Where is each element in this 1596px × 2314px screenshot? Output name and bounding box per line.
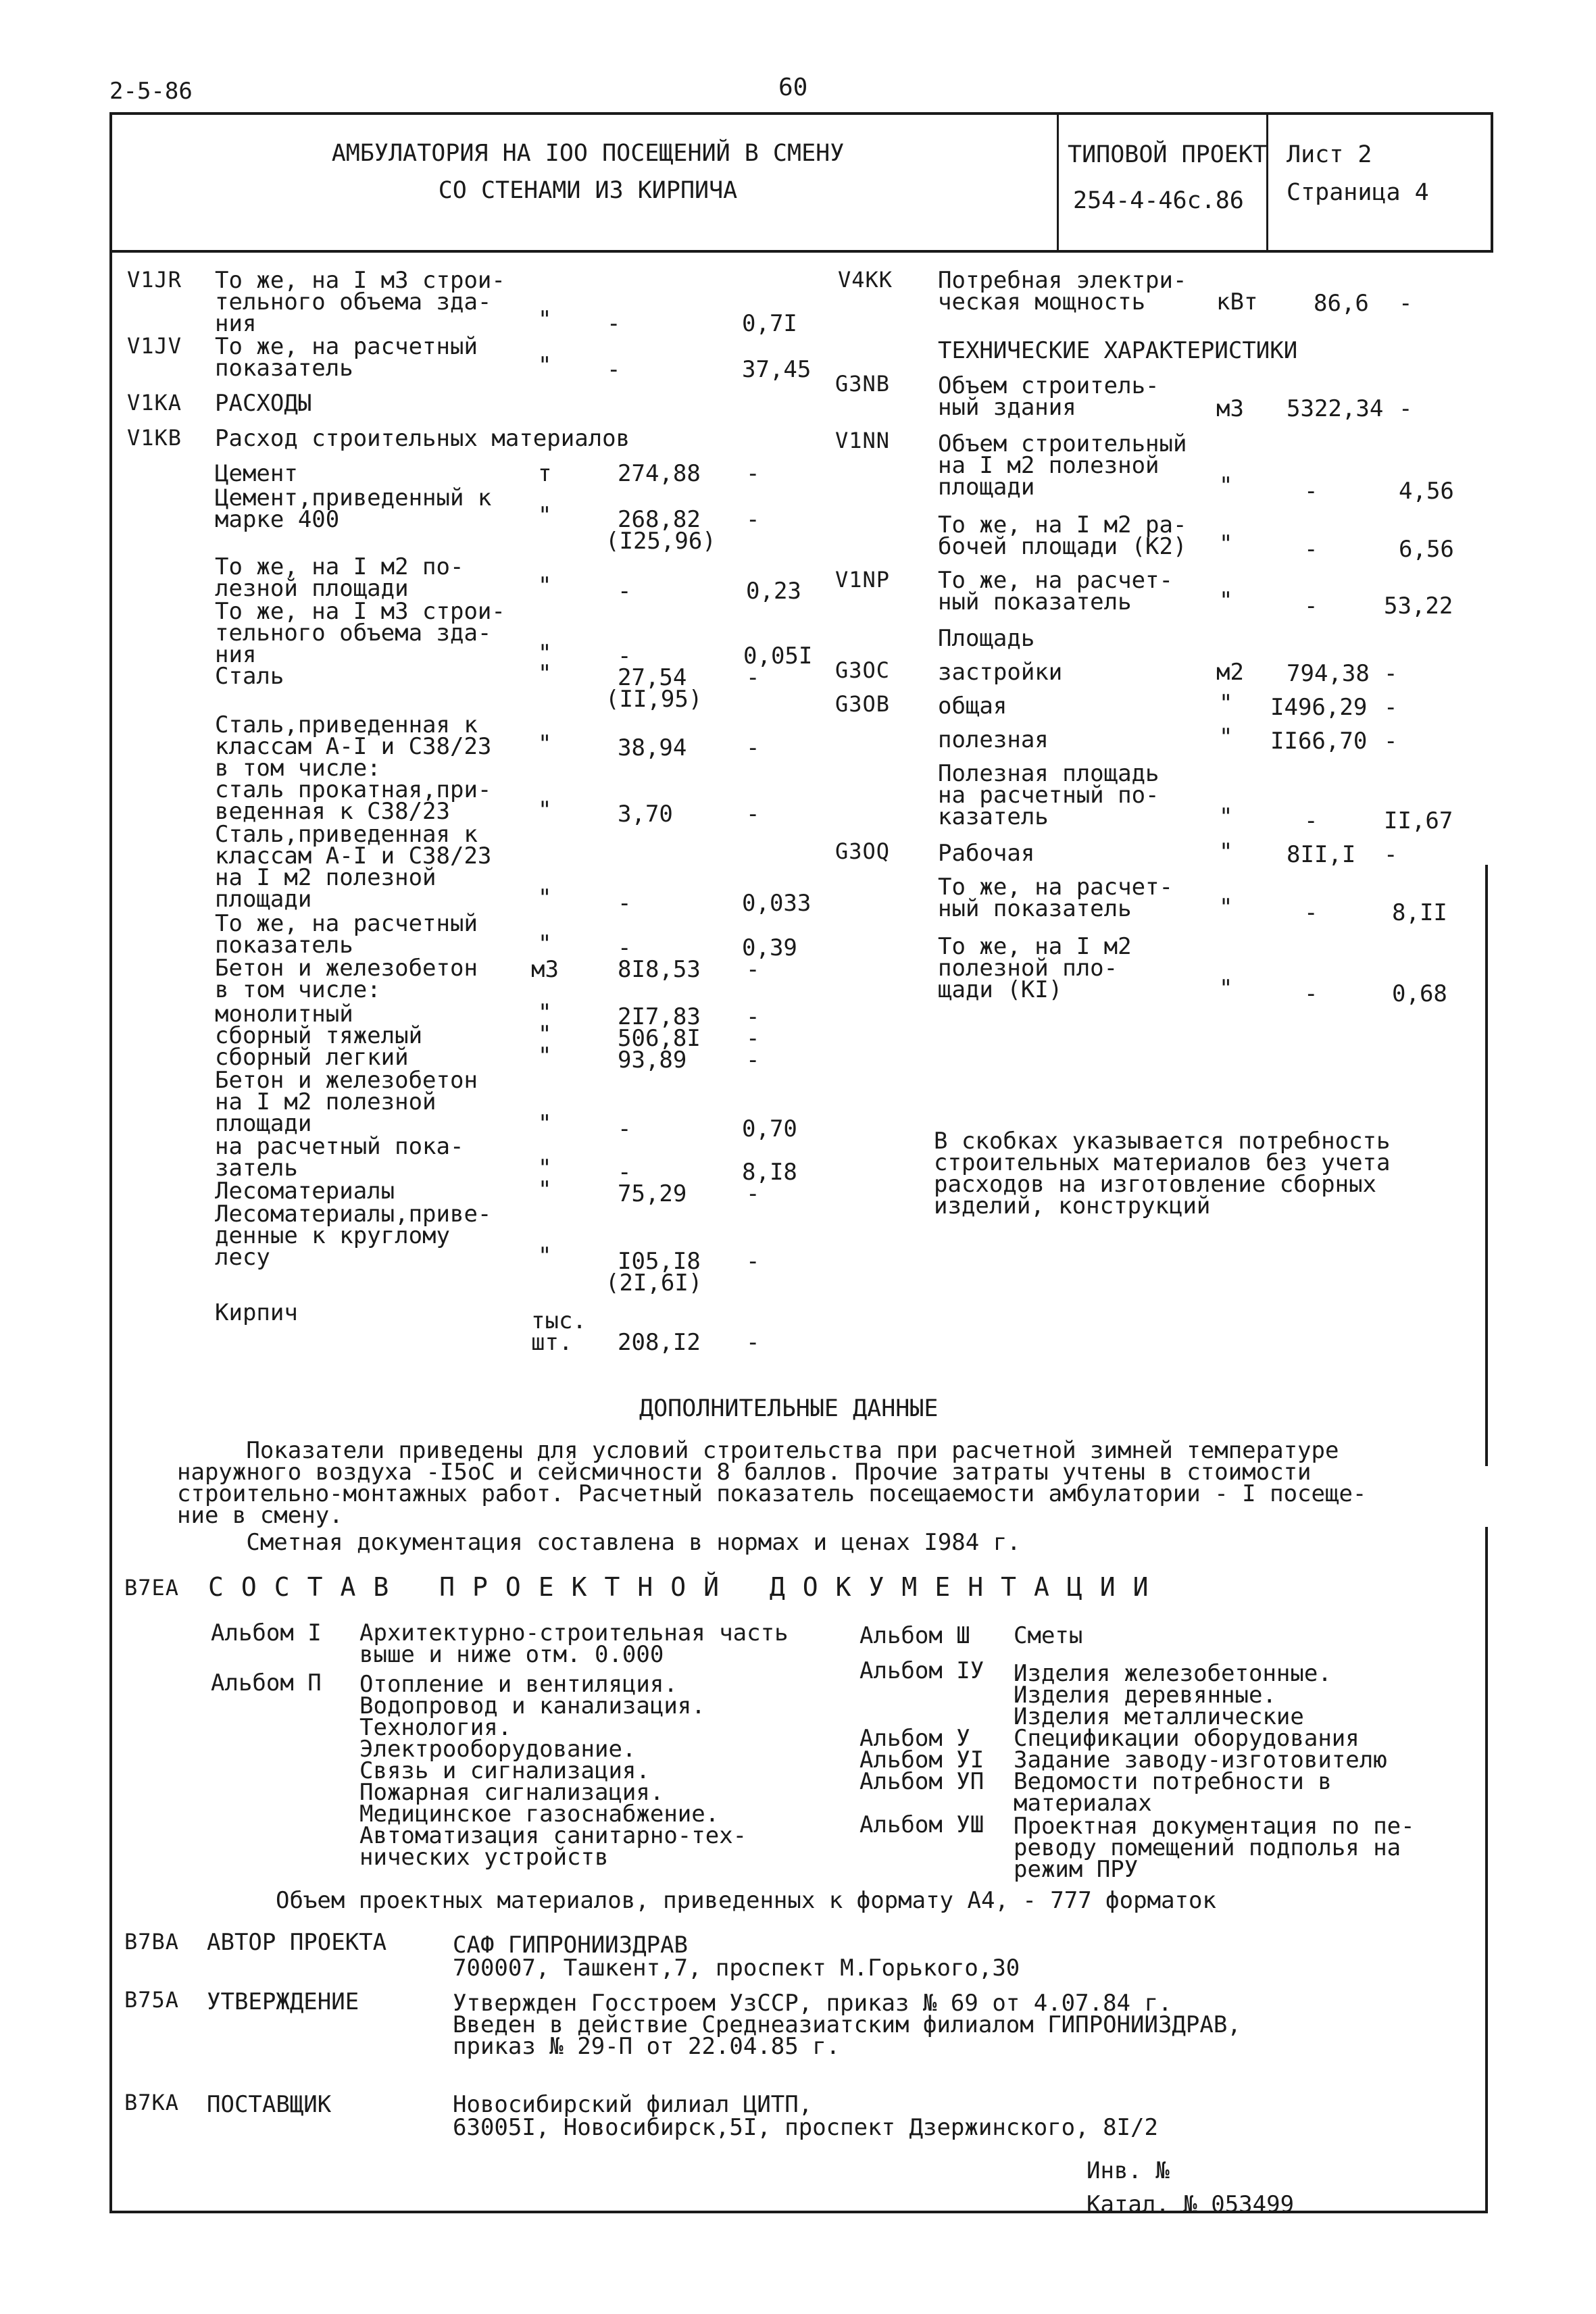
row-value: - [618,1115,632,1142]
additional-line: строительно-монтажных работ. Расчетный показатель посещаемости амбулатории - I посеще- [177,1480,1367,1507]
row-label: застройки [938,659,1063,686]
row-value: - [618,890,632,917]
row-label: лезной площади [215,575,409,602]
row-unit: м2 [1216,659,1244,686]
section-label: Расход строительных материалов [215,425,630,452]
footer-label: АВТОР ПРОЕКТА [207,1929,387,1956]
row-value-specific: 0,7I [742,310,797,337]
row-label: общая [938,693,1007,720]
row-unit: " [538,660,552,687]
footer-line: приказ № 29-П от 22.04.85 г. [453,2033,841,2060]
row-value: - [618,578,632,605]
row-label: То же, на I м2 по- [215,553,464,580]
album-label: Альбом УI [859,1746,984,1774]
row-unit: м3 [1216,395,1244,422]
row-label: То же, на I м3 строи- [215,267,505,294]
album-item: Спецификации оборудования [1014,1725,1360,1752]
album-item: Архитектурно-строительная часть [359,1619,789,1646]
row-label: тельного объема зда- [215,620,492,647]
footer-line: Утвержден Госстроем УзССР, приказ № 69 от 4.07.84 г. [453,1990,1172,2017]
album-label: Альбом УШ [859,1811,984,1838]
row-label: То же, на расчетный [215,910,478,937]
album-item: Автоматизация санитарно-тех- [359,1822,747,1849]
album-item: Сметы [1014,1622,1083,1649]
row-label: Цемент,приведенный к [215,484,492,511]
row-value: - [618,934,632,961]
row-label: в том числе: [215,976,381,1003]
album-item: Водопровод и канализация. [359,1692,705,1719]
project-number: 254-4-46с.86 [1073,187,1244,214]
footer-line: Введен в действие Среднеазиатским филиалом ГИПРОНИИЗДРАВ, [453,2011,1241,2038]
row-value: 8II,I [1287,841,1356,868]
row-label: показатель [215,355,353,382]
row-label: лесу [215,1244,270,1271]
row-label: Полезная площадь [938,760,1159,787]
row-label: сборный легкий [215,1044,409,1071]
row-value: 93,89 [618,1047,687,1074]
row-label: ный показатель [938,588,1132,615]
row-label: сталь прокатная,при- [215,776,492,803]
row-label: на расчетный пока- [215,1133,464,1160]
note-line: изделий, конструкций [934,1192,1211,1219]
row-value-specific: - [746,460,760,487]
row-label: Бетон и железобетон [215,1067,478,1094]
row-value-specific: 8,II [1392,899,1447,926]
row-unit: " [1219,724,1233,751]
row-code: V1NP [835,567,891,593]
row-label: ния [215,310,257,337]
row-value: 208,I2 [618,1329,701,1356]
album-item: Электрооборудование. [359,1736,637,1763]
album-item: Изделия железобетонные. [1014,1660,1332,1687]
row-value: 5322,34 [1287,395,1384,422]
row-value: - [1304,536,1318,563]
row-value-specific: - [746,1025,760,1052]
row-unit: " [538,1042,552,1070]
row-label: площади [215,1110,312,1137]
title-divider-2 [1266,112,1268,250]
row-label: Сталь,приведенная к [215,821,478,848]
row-unit: " [1219,894,1233,921]
row-value: - [1304,478,1318,505]
row-unit: " [538,930,552,957]
album-item: Изделия металлические [1014,1703,1304,1730]
row-value-specific: - [1384,660,1398,687]
album-item: Ведомости потребности в [1014,1768,1332,1795]
row-unit: " [538,797,552,824]
row-value: 506,8I [618,1025,701,1052]
row-value: 794,38 [1287,660,1370,687]
row-label: Лесоматериалы,приве- [215,1201,492,1228]
row-unit: " [538,1242,552,1269]
row-unit: " [538,572,552,599]
row-unit: м3 [531,956,559,983]
row-value-specific: 0,39 [742,934,797,961]
composition-title: СОСТАВ ПРОЕКТНОЙ ДОКУМЕНТАЦИИ [208,1572,1166,1602]
row-label: на расчетный по- [938,782,1159,809]
row-value-specific: - [746,506,760,533]
row-unit: " [538,640,552,667]
row-value: - [607,310,621,337]
row-label: на I м2 полезной [215,1088,437,1115]
row-unit: " [1219,530,1233,557]
additional-line: Сметная документация составлена в нормах и ценах I984 г. [177,1529,1021,1556]
row-label: ный здания [938,394,1076,421]
footer-label: УТВЕРЖДЕНИЕ [207,1988,359,2015]
row-unit: " [538,1176,552,1203]
row-value-alt: (2I,6I) [605,1269,703,1297]
album-label: Альбом УП [859,1768,984,1795]
row-unit: тыс. [531,1307,587,1334]
row-label: Объем строительный [938,430,1187,457]
frame-left [109,247,112,2212]
album-label: Альбом I [211,1619,322,1646]
row-value: 38,94 [618,734,687,761]
row-value-specific: - [746,664,760,691]
catalog-number: Катал. № 053499 [1087,2191,1295,2218]
row-code: G3OC [835,657,891,683]
row-label: Объем строитель- [938,372,1159,399]
row-label: тельного объема зда- [215,288,492,316]
row-value-alt: (I25,96) [605,528,716,555]
row-label: То же, на расчетный [215,333,478,360]
note-line: строительных материалов без учета [934,1149,1391,1176]
row-value: I496,29 [1270,694,1368,721]
row-label: казатель [938,803,1049,830]
title-divider-1 [1057,112,1059,250]
row-unit: " [538,999,552,1026]
album-label: Альбом П [211,1669,322,1696]
row-label: Цемент [215,460,298,487]
page-label: Страница 4 [1287,179,1429,206]
row-value-specific: 8,I8 [742,1159,797,1186]
row-label: площади [215,886,312,913]
row-label: монолитный [215,1001,353,1028]
row-unit: " [538,1155,552,1182]
footer-code: B7BA [124,1929,180,1955]
row-label: Потребная электри- [938,267,1187,294]
row-unit: " [1219,803,1233,830]
row-label: То же, на I м2 ра- [938,511,1187,538]
row-label: бочей площади (К2) [938,533,1187,560]
album-item: режим ПРУ [1014,1856,1139,1883]
row-unit: " [1219,587,1233,614]
row-value: - [607,356,621,383]
album-item: нических устройств [359,1844,609,1871]
album-item: Связь и сигнализация. [359,1757,650,1784]
row-code: V1NN [835,428,891,453]
note-line: В скобках указывается потребность [934,1128,1391,1155]
row-label: показатель [215,932,353,959]
row-code: G3OB [835,691,891,717]
footer-line: САФ ГИПРОНИИЗДРАВ [453,1932,688,1959]
row-code: V1JV [127,333,182,359]
row-value-specific: 0,23 [746,578,801,605]
album-item: Задание заводу-изготовителю [1014,1746,1387,1774]
row-value: 2I7,83 [618,1003,701,1030]
row-value-specific: II,67 [1384,807,1453,834]
additional-title: ДОПОЛНИТЕЛЬНЫЕ ДАННЫЕ [639,1395,939,1422]
additional-line: Показатели приведены для условий строительства при расчетной зимней температуре [177,1437,1339,1464]
row-value-specific: - [746,734,760,761]
row-label: То же, на расчет- [938,567,1173,594]
row-unit: " [538,502,552,529]
row-value: - [1304,899,1318,926]
row-value: I05,I8 [618,1248,701,1275]
row-value: 27,54 [618,664,687,691]
row-label: в том числе: [215,755,381,782]
row-unit: " [1219,975,1233,1002]
row-value-specific: 53,22 [1384,593,1453,620]
row-value-specific: - [746,1047,760,1074]
row-value: 86,6 [1314,290,1369,317]
row-label: ный показатель [938,895,1132,922]
sheet-label: Лист 2 [1287,141,1372,168]
page-number: 60 [778,74,808,101]
row-value: 274,88 [618,460,701,487]
row-label: щади (КI) [938,976,1063,1003]
row-value: 268,82 [618,506,701,533]
row-label: классам А-I и С38/23 [215,842,492,870]
row-value-specific: - [746,1329,760,1356]
footer-code: B75A [124,1987,180,2013]
row-label: на I м2 полезной [215,864,437,891]
row-unit: " [538,352,552,379]
row-label: То же, на I м3 строи- [215,598,505,625]
row-value-specific: 0,033 [742,890,812,917]
footer-line: 700007, Ташкент,7, проспект М.Горького,30 [453,1955,1020,1982]
row-unit: " [1219,472,1233,499]
inventory-number: Инв. № [1087,2157,1170,2184]
row-unit: " [538,730,552,757]
section-label: Площадь [938,625,1035,652]
project-label: ТИПОВОЙ ПРОЕКТ [1068,141,1268,168]
album-item: выше и ниже отм. 0.000 [359,1641,664,1668]
row-code: G3NB [835,371,891,397]
row-label: площади [938,474,1035,501]
row-value-specific: - [746,956,760,983]
album-item: реводу помещений подполья на [1014,1834,1401,1861]
document-code: 2-5-86 [109,78,193,105]
row-value-specific: 37,45 [742,356,812,383]
row-label: Лесоматериалы [215,1178,395,1205]
album-item: Изделия деревянные. [1014,1682,1276,1709]
row-value-specific: - [746,1003,760,1030]
row-value: - [1304,593,1318,620]
row-value-specific: - [1384,694,1398,721]
additional-line: наружного воздуха -I5оС и сейсмичности 8 баллов. Прочие затраты учтены в стоимости [177,1459,1312,1486]
album-label: Альбом Ш [859,1622,970,1649]
row-value: 3,70 [618,801,673,828]
row-unit: " [538,306,552,333]
row-label: классам А-I и С38/23 [215,733,492,760]
row-value-specific: - [1399,290,1413,317]
section-label: РАСХОДЫ [215,390,312,417]
album-item: материалах [1014,1790,1152,1817]
row-label: денные к круглому [215,1222,450,1249]
row-value: 8I8,53 [618,956,701,983]
note-line: расходов на изготовление сборных [934,1171,1377,1198]
album-label: Альбом IУ [859,1657,984,1684]
title-line-1: АМБУЛАТОРИЯ НА IОО ПОСЕЩЕНИЙ В СМЕНУ [331,140,845,167]
footer-line: 63005I, Новосибирск,5I, проспект Дзержинского, 8I/2 [453,2114,1158,2141]
row-value: - [1304,807,1318,834]
title-line-2: СО СТЕНАМИ ИЗ КИРПИЧА [438,177,738,204]
row-value-specific: 4,56 [1399,478,1454,505]
row-code: V1KA [127,390,182,416]
row-unit: " [538,1021,552,1048]
frame-right-mark-2 [1485,1527,1488,2211]
row-value-specific: - [1384,841,1398,868]
album-label: Альбом У [859,1725,970,1752]
album-item: Отопление и вентиляция. [359,1671,678,1698]
frame-right-mark-1 [1485,865,1488,1466]
footer-code: B7KA [124,2090,180,2115]
row-label: веденная к С38/23 [215,798,450,825]
row-value: 75,29 [618,1180,687,1207]
row-unit: кВт [1216,288,1258,316]
row-label: затель [215,1155,298,1182]
composition-code: B7EA [124,1575,180,1601]
album-item: Проектная документация по пе- [1014,1813,1415,1840]
row-code: V4KK [838,267,893,293]
additional-line: ние в смену. [177,1502,343,1529]
row-label: То же, на I м2 [938,933,1132,960]
row-value-specific: - [746,1180,760,1207]
row-unit: " [538,884,552,911]
row-value: - [618,643,632,670]
row-value-specific: - [746,1248,760,1275]
row-label: То же, на расчет- [938,874,1173,901]
row-label: ческая мощность [938,288,1146,316]
volume-line: Объем проектных материалов, приведенных к формату А4, - 777 форматок [276,1887,1216,1914]
row-value-specific: - [1384,728,1398,755]
row-label: Бетон и железобетон [215,955,478,982]
row-value-specific: 0,68 [1392,980,1447,1007]
album-item: Технология. [359,1714,512,1741]
album-item: Медицинское газоснабжение. [359,1801,720,1828]
row-value-alt: (II,95) [605,686,703,713]
row-code: G3OQ [835,838,891,864]
row-value: - [1304,980,1318,1007]
footer-label: ПОСТАВЩИК [207,2091,332,2118]
row-value-specific: - [746,801,760,828]
row-label: Сталь,приведенная к [215,711,478,738]
row-value-specific: - [1399,395,1413,422]
row-label: ния [215,641,257,668]
row-unit: " [538,1110,552,1137]
row-value-specific: 0,70 [742,1115,797,1142]
footer-line: Новосибирский филиал ЦИТП, [453,2091,813,2118]
row-unit: т [538,460,552,487]
row-label: полезная [938,726,1049,753]
row-value: - [618,1159,632,1186]
row-unit: " [1219,690,1233,717]
row-code: V1KB [127,425,182,451]
row-code: V1JR [127,267,182,293]
row-label: Кирпич [215,1299,298,1326]
row-label: Рабочая [938,840,1035,867]
row-label: на I м2 полезной [938,452,1159,479]
row-label: сборный тяжелый [215,1022,423,1049]
row-unit: " [1219,838,1233,865]
row-unit-2: шт. [531,1329,573,1356]
row-value: II66,70 [1270,728,1368,755]
row-label: Сталь [215,663,284,690]
row-label: марке 400 [215,506,340,533]
row-label: полезной пло- [938,955,1118,982]
album-item: Пожарная сигнализация. [359,1779,664,1806]
row-value-specific: 6,56 [1399,536,1454,563]
row-value-specific: 0,05I [743,643,813,670]
section-label: ТЕХНИЧЕСКИЕ ХАРАКТЕРИСТИКИ [938,337,1298,364]
